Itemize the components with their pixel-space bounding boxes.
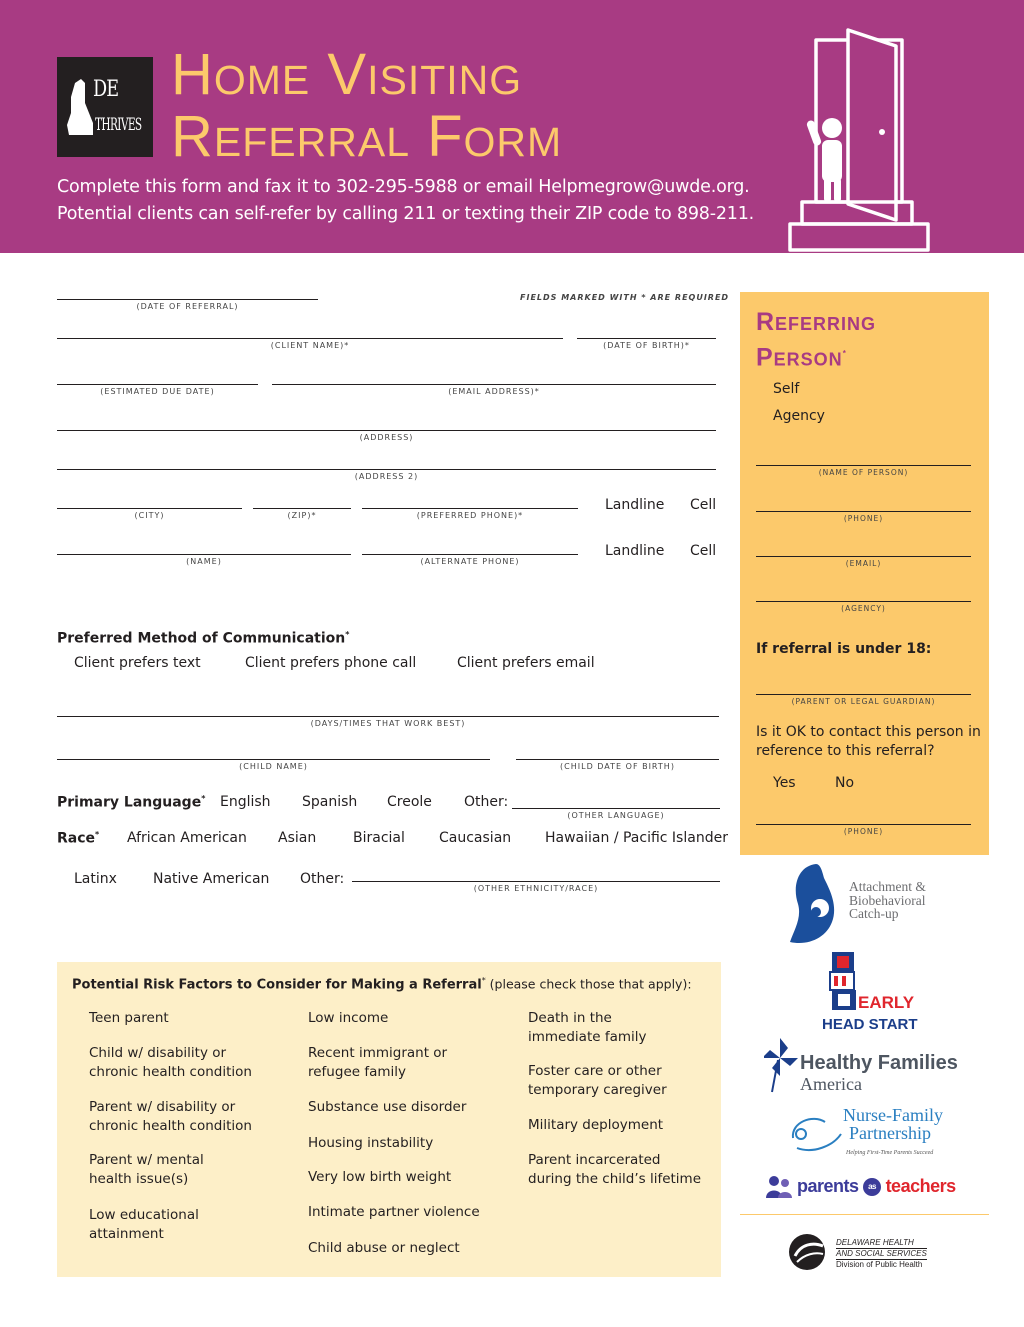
referrer-agency-option[interactable]: Agency: [773, 408, 825, 424]
field-line: [253, 508, 351, 509]
nfp-line-1: Nurse-Family: [843, 1105, 943, 1125]
referring-title-text: Person: [756, 343, 843, 372]
alternate-phone-cell-option[interactable]: Cell: [690, 543, 717, 559]
risk-heading-note: (please check those that apply):: [485, 976, 692, 992]
risk-low-income[interactable]: Low income: [308, 1010, 389, 1026]
abc-logo-icon: [786, 860, 846, 948]
header-banner: [0, 0, 1024, 253]
field-line: [756, 601, 971, 602]
field-caption: (EMAIL): [845, 559, 882, 568]
dhss-line-1: DELAWARE HEALTH: [836, 1238, 927, 1249]
logo-de-text: DE: [93, 77, 119, 102]
delaware-state-icon: [57, 57, 153, 157]
instruction-line-2: Potential clients can self-refer by calling 211 or texting their ZIP code to 898-211.: [57, 204, 754, 224]
risk-parent-disability[interactable]: Parent w/ disability or chronic health condition: [89, 1099, 252, 1134]
field-caption: (PARENT OR LEGAL GUARDIAN): [791, 697, 936, 706]
risk-factors-panel: [57, 962, 721, 1277]
language-english-option[interactable]: English: [220, 794, 271, 810]
field-line: [57, 299, 318, 300]
field-line: [57, 469, 716, 470]
primary-language-label: [57, 794, 205, 811]
field-line: [577, 338, 716, 339]
instructions: [57, 174, 754, 228]
contact-yes-option[interactable]: Yes: [773, 775, 796, 791]
field-line: [756, 511, 971, 512]
risk-factors-heading: [72, 976, 692, 992]
referring-person-panel: [740, 292, 989, 855]
field-caption: (OTHER ETHNICITY/RACE): [473, 884, 599, 893]
field-caption: (PREFERRED PHONE)*: [416, 511, 524, 520]
risk-child-disability[interactable]: Child w/ disability or chronic health condition: [89, 1045, 252, 1080]
field-caption: (OTHER LANGUAGE): [567, 811, 665, 820]
pat-as-badge: as: [863, 1178, 881, 1196]
field-line: [756, 694, 971, 695]
abc-logo-text: [849, 880, 926, 921]
field-line: [756, 824, 971, 825]
field-line: [57, 759, 490, 760]
required-asterisk: *: [345, 630, 350, 639]
pat-parents: parents: [797, 1176, 859, 1196]
field-caption: (NAME): [186, 557, 222, 566]
field-line: [57, 554, 351, 555]
field-caption: (NAME OF PERSON): [818, 468, 909, 477]
field-line: [57, 384, 258, 385]
field-caption: (EMAIL ADDRESS)*: [448, 387, 540, 396]
prefers-phone-call-option[interactable]: Client prefers phone call: [245, 655, 417, 671]
required-fields-note: FIELDS MARKED WITH * ARE REQUIRED: [520, 293, 730, 302]
referrer-self-option[interactable]: Self: [773, 381, 800, 397]
risk-substance-use[interactable]: Substance use disorder: [308, 1099, 467, 1115]
risk-military-deployment[interactable]: Military deployment: [528, 1117, 664, 1133]
dhss-text: [836, 1238, 927, 1270]
dhss-line-2: AND SOCIAL SERVICES: [836, 1249, 927, 1258]
race-hawaiian-pacific-islander-option[interactable]: Hawaiian / Pacific Islander: [545, 830, 728, 846]
de-thrives-logo: [57, 57, 153, 157]
communication-label-text: Preferred Method of Communication: [57, 630, 346, 647]
nfp-tagline: Helping First-Time Parents Succeed: [846, 1150, 934, 1156]
risk-partner-violence[interactable]: Intimate partner violence: [308, 1204, 480, 1220]
field-line: [512, 808, 720, 809]
field-line: [756, 556, 971, 557]
abc-line-3: Catch-up: [849, 906, 899, 921]
field-caption: (ZIP)*: [287, 511, 317, 520]
field-caption: (CITY): [134, 511, 165, 520]
dhss-seal-icon: [787, 1232, 831, 1272]
field-line: [362, 554, 578, 555]
pinwheel-icon: [764, 1036, 800, 1094]
communication-label: [57, 630, 349, 647]
field-caption: (CHILD DATE OF BIRTH): [560, 762, 675, 771]
prefers-email-option[interactable]: Client prefers email: [457, 655, 595, 671]
nfp-line-2: Partnership: [849, 1123, 931, 1143]
required-asterisk: *: [842, 349, 847, 358]
referring-title-line-2: [756, 338, 876, 373]
risk-teen-parent[interactable]: Teen parent: [89, 1010, 169, 1026]
field-caption: (AGENCY): [841, 604, 886, 613]
field-line: [57, 508, 242, 509]
field-caption: (ESTIMATED DUE DATE): [100, 387, 215, 396]
language-other-option[interactable]: Other:: [464, 794, 509, 810]
abc-line-2: Biobehavioral: [849, 892, 926, 908]
risk-heading-bold: Potential Risk Factors to Consider for Making a Referral: [72, 977, 482, 993]
race-native-american-option[interactable]: Native American: [153, 871, 270, 887]
instruction-line-1: Complete this form and fax it to 302-295-5988 or email Helpmegrow@uwde.org.: [57, 177, 750, 197]
field-line: [57, 716, 719, 717]
alternate-phone-landline-option[interactable]: Landline: [605, 543, 665, 559]
race-caucasian-option[interactable]: Caucasian: [439, 830, 512, 846]
race-african-american-option[interactable]: African American: [127, 830, 247, 846]
field-caption: (DATE OF BIRTH)*: [603, 341, 690, 350]
head-start-blocks-icon: [828, 950, 860, 1014]
referring-person-title: [756, 306, 876, 373]
risk-parent-mental-health[interactable]: Parent w/ mental health issue(s): [89, 1152, 204, 1187]
language-spanish-option[interactable]: Spanish: [302, 794, 358, 810]
abc-line-1: Attachment &: [849, 879, 926, 894]
race-label-text: Race: [57, 830, 96, 847]
field-line: [57, 338, 563, 339]
field-line: [362, 508, 578, 509]
title-line-2: Referral Form: [171, 104, 563, 169]
field-line: [272, 384, 716, 385]
required-asterisk: *: [481, 976, 486, 985]
field-line: [57, 430, 716, 431]
referring-title-line-1: Referring: [756, 308, 877, 336]
nfp-swirl-icon: [787, 1108, 847, 1154]
race-asian-option[interactable]: Asian: [278, 830, 317, 846]
primary-language-label-text: Primary Language: [57, 794, 202, 811]
field-caption: (ALTERNATE PHONE): [420, 557, 520, 566]
pat-teachers: teachers: [885, 1176, 956, 1196]
field-line: [756, 465, 971, 466]
field-line: [516, 759, 719, 760]
page-title: [171, 44, 562, 168]
open-door-icon: [786, 28, 936, 254]
field-line: [352, 881, 720, 882]
risk-recent-immigrant[interactable]: Recent immigrant or refugee family: [308, 1045, 448, 1080]
risk-foster-care[interactable]: Foster care or other temporary caregiver: [528, 1063, 667, 1098]
risk-parent-incarcerated[interactable]: Parent incarcerated during the child’s lifetime: [528, 1152, 702, 1187]
head-start-text: HEAD START: [822, 1016, 918, 1033]
preferred-phone-cell-option[interactable]: Cell: [690, 497, 717, 513]
contact-no-option[interactable]: No: [835, 775, 855, 791]
field-caption: (CHILD NAME): [239, 762, 308, 771]
dhss-line-3: Division of Public Health: [836, 1260, 923, 1269]
contact-question: Is it OK to contact this person in reference to this referral?: [756, 724, 981, 759]
nurse-family-partnership-text: [843, 1106, 943, 1142]
field-caption: (PHONE): [843, 514, 884, 523]
field-caption: (PHONE): [843, 827, 884, 836]
race-label: [57, 830, 99, 847]
under-18-label: If referral is under 18:: [756, 641, 932, 657]
race-latinx-option[interactable]: Latinx: [74, 871, 117, 887]
field-caption: (DAYS/TIMES THAT WORK BEST): [310, 719, 466, 728]
risk-low-education[interactable]: Low educational attainment: [89, 1207, 199, 1242]
field-caption: (ADDRESS): [359, 433, 414, 442]
language-creole-option[interactable]: Creole: [387, 794, 432, 810]
field-caption: (DATE OF REFERRAL): [136, 302, 239, 311]
race-other-option[interactable]: Other:: [300, 871, 345, 887]
risk-death-in-family[interactable]: Death in the immediate family: [528, 1010, 647, 1045]
required-asterisk: *: [95, 830, 100, 839]
parents-as-teachers-people-icon: [764, 1172, 794, 1202]
preferred-phone-landline-option[interactable]: Landline: [605, 497, 665, 513]
logo-thrives-text: THRIVES: [95, 115, 142, 135]
field-caption: (CLIENT NAME)*: [270, 341, 350, 350]
prefers-text-option[interactable]: Client prefers text: [74, 655, 201, 671]
healthy-families-text: Healthy Families: [800, 1052, 958, 1074]
race-biracial-option[interactable]: Biracial: [353, 830, 405, 846]
risk-low-birth-weight[interactable]: Very low birth weight: [308, 1169, 452, 1185]
field-caption: (ADDRESS 2): [354, 472, 419, 481]
risk-child-abuse[interactable]: Child abuse or neglect: [308, 1240, 460, 1256]
early-text: EARLY: [858, 993, 915, 1012]
healthy-families-america-text: America: [800, 1074, 862, 1094]
risk-housing-instability[interactable]: Housing instability: [308, 1135, 434, 1151]
title-line-1: Home Visiting: [171, 42, 523, 107]
partners-divider: [740, 1214, 989, 1215]
required-asterisk: *: [201, 794, 206, 803]
parents-as-teachers-text: [797, 1176, 956, 1197]
